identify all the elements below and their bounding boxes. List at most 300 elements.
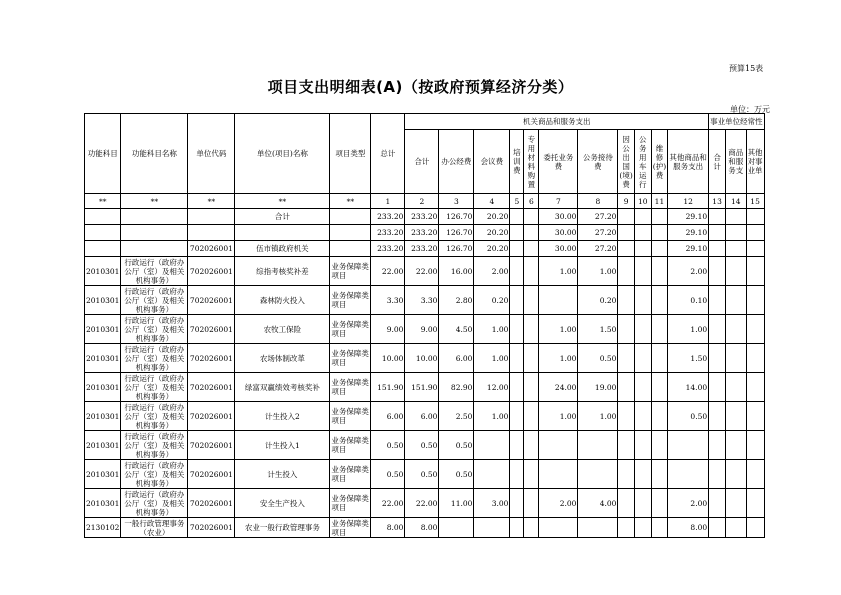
abroad-cell — [618, 286, 634, 315]
abroad-cell — [618, 315, 634, 344]
reception-cell — [578, 518, 618, 538]
unit-project-name-cell: 伍市镇政府机关 — [235, 241, 330, 257]
unit-project-name-cell: 计生投入2 — [235, 402, 330, 431]
index-cell: 7 — [539, 194, 578, 209]
biz-goods-cell — [726, 286, 747, 315]
reception-cell — [578, 431, 618, 460]
subtotal-cell: 22.00 — [405, 489, 439, 518]
index-cell: 5 — [510, 194, 524, 209]
index-cell: 2 — [405, 194, 439, 209]
meeting-cell — [474, 518, 510, 538]
office-cell: 126.70 — [439, 241, 474, 257]
entrusted-cell: 30.00 — [539, 241, 578, 257]
special-material-cell — [524, 431, 539, 460]
maintenance-cell — [651, 431, 667, 460]
other-goods-cell: 8.00 — [668, 518, 709, 538]
vehicle-cell — [634, 402, 651, 431]
table-row — [85, 286, 765, 315]
unit-code-cell: 702026001 — [188, 315, 235, 344]
vehicle-cell — [634, 209, 651, 225]
biz-subtotal-cell — [709, 344, 726, 373]
vehicle-cell — [634, 257, 651, 286]
maintenance-cell — [651, 225, 667, 241]
maintenance-cell — [651, 344, 667, 373]
entrusted-cell: 1.00 — [539, 344, 578, 373]
func-code-cell: 2010301 — [85, 431, 121, 460]
total-cell: 233.20 — [371, 209, 405, 225]
vehicle-cell — [634, 518, 651, 538]
subtotal-cell: 151.90 — [405, 373, 439, 402]
project-type-cell — [330, 225, 371, 241]
meeting-cell: 3.00 — [474, 489, 510, 518]
func-code-cell: 2010301 — [85, 460, 121, 489]
vehicle-cell — [634, 489, 651, 518]
vehicle-cell — [634, 344, 651, 373]
total-cell: 22.00 — [371, 257, 405, 286]
biz-other-cell — [746, 241, 764, 257]
total-cell: 3.30 — [371, 286, 405, 315]
biz-subtotal-cell — [709, 225, 726, 241]
abroad-cell — [618, 489, 634, 518]
subtotal-cell: 3.30 — [405, 286, 439, 315]
office-cell — [439, 518, 474, 538]
special-material-cell — [524, 460, 539, 489]
func-name-cell: 一般行政管理事务（农业） — [121, 518, 188, 538]
header-unit-project-name: 单位(项目)名称 — [235, 114, 330, 194]
total-cell: 10.00 — [371, 344, 405, 373]
index-cell: ** — [330, 194, 371, 209]
index-cell: 4 — [474, 194, 510, 209]
office-cell: 0.50 — [439, 460, 474, 489]
total-cell: 6.00 — [371, 402, 405, 431]
header-unit-code: 单位代码 — [188, 114, 235, 194]
func-name-cell: 行政运行（政府办公厅（室）及相关机构事务） — [121, 344, 188, 373]
vehicle-cell — [634, 286, 651, 315]
project-expenditure-table — [84, 113, 765, 538]
reception-cell: 1.00 — [578, 402, 618, 431]
reception-cell: 4.00 — [578, 489, 618, 518]
biz-goods-cell — [726, 225, 747, 241]
biz-subtotal-cell — [709, 518, 726, 538]
project-type-cell: 业务保障类项目 — [330, 257, 371, 286]
other-goods-cell: 29.10 — [668, 225, 709, 241]
biz-other-cell — [746, 315, 764, 344]
biz-other-cell — [746, 344, 764, 373]
header-training: 培训费 — [510, 130, 524, 194]
reception-cell — [578, 460, 618, 489]
project-type-cell: 业务保障类项目 — [330, 431, 371, 460]
index-cell: 8 — [578, 194, 618, 209]
unit-project-name-cell: 森林防火投入 — [235, 286, 330, 315]
table-row — [85, 241, 765, 257]
special-material-cell — [524, 518, 539, 538]
training-cell — [510, 402, 524, 431]
other-goods-cell: 29.10 — [668, 209, 709, 225]
project-type-cell: 业务保障类项目 — [330, 344, 371, 373]
unit-project-name-cell: 农场体制改革 — [235, 344, 330, 373]
index-row — [85, 194, 765, 209]
header-business-group: 事业单位经常性 — [709, 114, 765, 130]
meeting-cell: 20.20 — [474, 209, 510, 225]
entrusted-cell — [539, 518, 578, 538]
special-material-cell — [524, 402, 539, 431]
subtotal-cell: 0.50 — [405, 460, 439, 489]
biz-subtotal-cell — [709, 460, 726, 489]
maintenance-cell — [651, 241, 667, 257]
func-name-cell: 行政运行（政府办公厅（室）及相关机构事务） — [121, 257, 188, 286]
biz-subtotal-cell — [709, 257, 726, 286]
unit-code-cell: 702026001 — [188, 344, 235, 373]
entrusted-cell: 1.00 — [539, 402, 578, 431]
biz-other-cell — [746, 257, 764, 286]
table-row — [85, 460, 765, 489]
biz-goods-cell — [726, 373, 747, 402]
office-cell: 126.70 — [439, 209, 474, 225]
office-cell: 11.00 — [439, 489, 474, 518]
biz-other-cell — [746, 373, 764, 402]
table-row — [85, 373, 765, 402]
func-name-cell: 行政运行（政府办公厅（室）及相关机构事务） — [121, 489, 188, 518]
table-row — [85, 402, 765, 431]
training-cell — [510, 489, 524, 518]
index-cell: 14 — [726, 194, 747, 209]
unit-code-cell: 702026001 — [188, 286, 235, 315]
meeting-cell: 0.20 — [474, 286, 510, 315]
maintenance-cell — [651, 402, 667, 431]
index-cell: 3 — [439, 194, 474, 209]
subtotal-cell: 22.00 — [405, 257, 439, 286]
index-cell: ** — [235, 194, 330, 209]
other-goods-cell: 2.00 — [668, 257, 709, 286]
unit-code-cell: 702026001 — [188, 402, 235, 431]
table-body — [85, 209, 765, 538]
unit-code-cell: 702026001 — [188, 518, 235, 538]
special-material-cell — [524, 315, 539, 344]
biz-other-cell — [746, 489, 764, 518]
project-type-cell: 业务保障类项目 — [330, 315, 371, 344]
project-type-cell — [330, 209, 371, 225]
maintenance-cell — [651, 315, 667, 344]
func-code-cell: 2130102 — [85, 518, 121, 538]
unit-code-cell: 702026001 — [188, 431, 235, 460]
func-code-cell: 2010301 — [85, 402, 121, 431]
entrusted-cell — [539, 431, 578, 460]
subtotal-cell: 9.00 — [405, 315, 439, 344]
office-cell: 6.00 — [439, 344, 474, 373]
func-name-cell: 行政运行（政府办公厅（室）及相关机构事务） — [121, 431, 188, 460]
biz-goods-cell — [726, 315, 747, 344]
entrusted-cell: 24.00 — [539, 373, 578, 402]
vehicle-cell — [634, 241, 651, 257]
biz-subtotal-cell — [709, 209, 726, 225]
training-cell — [510, 209, 524, 225]
abroad-cell — [618, 225, 634, 241]
index-cell: ** — [85, 194, 121, 209]
total-cell: 151.90 — [371, 373, 405, 402]
project-type-cell: 业务保障类项目 — [330, 489, 371, 518]
vehicle-cell — [634, 431, 651, 460]
subtotal-cell: 0.50 — [405, 431, 439, 460]
office-cell: 0.50 — [439, 431, 474, 460]
header-entrusted: 委托业务费 — [539, 130, 578, 194]
biz-subtotal-cell — [709, 286, 726, 315]
table-row — [85, 315, 765, 344]
other-goods-cell: 29.10 — [668, 241, 709, 257]
abroad-cell — [618, 257, 634, 286]
maintenance-cell — [651, 489, 667, 518]
reception-cell: 0.50 — [578, 344, 618, 373]
other-goods-cell — [668, 431, 709, 460]
total-cell: 233.20 — [371, 225, 405, 241]
office-cell: 2.50 — [439, 402, 474, 431]
table-row — [85, 225, 765, 241]
unit-code-cell: 702026001 — [188, 257, 235, 286]
biz-goods-cell — [726, 209, 747, 225]
meeting-cell — [474, 431, 510, 460]
abroad-cell — [618, 241, 634, 257]
office-cell: 82.90 — [439, 373, 474, 402]
header-maintenance: 维修(护)费 — [651, 130, 667, 194]
subtotal-cell: 10.00 — [405, 344, 439, 373]
maintenance-cell — [651, 209, 667, 225]
maintenance-cell — [651, 286, 667, 315]
special-material-cell — [524, 373, 539, 402]
meeting-cell: 20.20 — [474, 241, 510, 257]
entrusted-cell: 30.00 — [539, 209, 578, 225]
header-abroad: 因公出国(境)费 — [618, 130, 634, 194]
index-cell: 10 — [634, 194, 651, 209]
vehicle-cell — [634, 225, 651, 241]
office-cell: 4.50 — [439, 315, 474, 344]
func-name-cell — [121, 241, 188, 257]
index-cell: 12 — [668, 194, 709, 209]
abroad-cell — [618, 518, 634, 538]
header-office: 办公经费 — [439, 130, 474, 194]
biz-subtotal-cell — [709, 241, 726, 257]
table-row — [85, 489, 765, 518]
office-cell: 126.70 — [439, 225, 474, 241]
entrusted-cell — [539, 286, 578, 315]
total-cell: 233.20 — [371, 241, 405, 257]
unit-code-cell: 702026001 — [188, 373, 235, 402]
training-cell — [510, 286, 524, 315]
vehicle-cell — [634, 460, 651, 489]
table-row — [85, 209, 765, 225]
meeting-cell: 1.00 — [474, 315, 510, 344]
func-code-cell: 2010301 — [85, 315, 121, 344]
func-name-cell: 行政运行（政府办公厅（室）及相关机构事务） — [121, 402, 188, 431]
unit-project-name-cell: 安全生产投入 — [235, 489, 330, 518]
project-type-cell: 业务保障类项目 — [330, 402, 371, 431]
header-total: 总计 — [371, 114, 405, 194]
reception-cell: 1.00 — [578, 257, 618, 286]
table-number-label: 预算15表 — [729, 64, 764, 73]
entrusted-cell: 1.00 — [539, 257, 578, 286]
biz-subtotal-cell — [709, 315, 726, 344]
other-goods-cell: 1.00 — [668, 315, 709, 344]
special-material-cell — [524, 209, 539, 225]
biz-goods-cell — [726, 257, 747, 286]
index-cell: 11 — [651, 194, 667, 209]
office-cell: 2.80 — [439, 286, 474, 315]
total-cell: 9.00 — [371, 315, 405, 344]
header-biz-other: 其他对事业单 — [746, 130, 764, 194]
table-row — [85, 518, 765, 538]
project-type-cell: 业务保障类项目 — [330, 373, 371, 402]
abroad-cell — [618, 344, 634, 373]
page-title: 项目支出明细表(A)（按政府预算经济分类） — [267, 78, 574, 96]
header-special-material: 专用材料购置 — [524, 130, 539, 194]
entrusted-cell: 2.00 — [539, 489, 578, 518]
subtotal-cell: 6.00 — [405, 402, 439, 431]
reception-cell: 27.20 — [578, 225, 618, 241]
biz-goods-cell — [726, 518, 747, 538]
biz-other-cell — [746, 518, 764, 538]
other-goods-cell — [668, 460, 709, 489]
unit-code-cell — [188, 209, 235, 225]
func-code-cell — [85, 225, 121, 241]
func-name-cell: 行政运行（政府办公厅（室）及相关机构事务） — [121, 286, 188, 315]
reception-cell: 0.20 — [578, 286, 618, 315]
special-material-cell — [524, 225, 539, 241]
unit-project-name-cell: 合计 — [235, 209, 330, 225]
entrusted-cell — [539, 460, 578, 489]
training-cell — [510, 518, 524, 538]
biz-subtotal-cell — [709, 489, 726, 518]
table-row — [85, 431, 765, 460]
unit-project-name-cell: 计生投入 — [235, 460, 330, 489]
biz-other-cell — [746, 286, 764, 315]
header-biz-goods: 商品和服务支 — [726, 130, 747, 194]
func-name-cell — [121, 209, 188, 225]
func-code-cell: 2010301 — [85, 373, 121, 402]
special-material-cell — [524, 257, 539, 286]
biz-subtotal-cell — [709, 431, 726, 460]
subtotal-cell: 8.00 — [405, 518, 439, 538]
total-cell: 22.00 — [371, 489, 405, 518]
index-cell: 1 — [371, 194, 405, 209]
reception-cell: 27.20 — [578, 209, 618, 225]
abroad-cell — [618, 373, 634, 402]
biz-goods-cell — [726, 489, 747, 518]
reception-cell: 19.00 — [578, 373, 618, 402]
biz-goods-cell — [726, 344, 747, 373]
project-type-cell — [330, 241, 371, 257]
header-func-name: 功能科目名称 — [121, 114, 188, 194]
biz-other-cell — [746, 431, 764, 460]
training-cell — [510, 241, 524, 257]
entrusted-cell: 1.00 — [539, 315, 578, 344]
subtotal-cell: 233.20 — [405, 209, 439, 225]
reception-cell: 27.20 — [578, 241, 618, 257]
func-name-cell: 行政运行（政府办公厅（室）及相关机构事务） — [121, 373, 188, 402]
training-cell — [510, 344, 524, 373]
func-name-cell — [121, 225, 188, 241]
training-cell — [510, 460, 524, 489]
func-code-cell: 2010301 — [85, 489, 121, 518]
meeting-cell: 20.20 — [474, 225, 510, 241]
unit-code-cell: 702026001 — [188, 489, 235, 518]
other-goods-cell: 1.50 — [668, 344, 709, 373]
index-cell: ** — [121, 194, 188, 209]
biz-subtotal-cell — [709, 373, 726, 402]
other-goods-cell: 14.00 — [668, 373, 709, 402]
total-cell: 0.50 — [371, 431, 405, 460]
table-row — [85, 344, 765, 373]
header-meeting: 会议费 — [474, 130, 510, 194]
project-type-cell: 业务保障类项目 — [330, 286, 371, 315]
subtotal-cell: 233.20 — [405, 241, 439, 257]
maintenance-cell — [651, 373, 667, 402]
special-material-cell — [524, 489, 539, 518]
biz-other-cell — [746, 402, 764, 431]
header-goods-services-group: 机关商品和服务支出 — [405, 114, 709, 130]
meeting-cell: 2.00 — [474, 257, 510, 286]
abroad-cell — [618, 209, 634, 225]
func-code-cell — [85, 209, 121, 225]
reception-cell: 1.50 — [578, 315, 618, 344]
entrusted-cell: 30.00 — [539, 225, 578, 241]
biz-goods-cell — [726, 460, 747, 489]
func-code-cell: 2010301 — [85, 286, 121, 315]
other-goods-cell: 0.50 — [668, 402, 709, 431]
project-type-cell: 业务保障类项目 — [330, 460, 371, 489]
biz-other-cell — [746, 209, 764, 225]
maintenance-cell — [651, 460, 667, 489]
subtotal-cell: 233.20 — [405, 225, 439, 241]
vehicle-cell — [634, 373, 651, 402]
index-cell: ** — [188, 194, 235, 209]
unit-code-cell — [188, 225, 235, 241]
meeting-cell: 1.00 — [474, 402, 510, 431]
total-cell: 0.50 — [371, 460, 405, 489]
abroad-cell — [618, 460, 634, 489]
index-cell: 6 — [524, 194, 539, 209]
training-cell — [510, 257, 524, 286]
unit-project-name-cell: 农业一般行政管理事务 — [235, 518, 330, 538]
meeting-cell — [474, 460, 510, 489]
index-cell: 13 — [709, 194, 726, 209]
func-name-cell: 行政运行（政府办公厅（室）及相关机构事务） — [121, 315, 188, 344]
index-cell: 15 — [746, 194, 764, 209]
training-cell — [510, 431, 524, 460]
header-vehicle: 公务用车运行 — [634, 130, 651, 194]
header-biz-subtotal: 合计 — [709, 130, 726, 194]
unit-project-name-cell: 农牧工保险 — [235, 315, 330, 344]
biz-goods-cell — [726, 431, 747, 460]
special-material-cell — [524, 286, 539, 315]
total-cell: 8.00 — [371, 518, 405, 538]
maintenance-cell — [651, 518, 667, 538]
unit-project-name-cell: 绿富双赢绩效考核奖补 — [235, 373, 330, 402]
maintenance-cell — [651, 257, 667, 286]
abroad-cell — [618, 402, 634, 431]
unit-project-name-cell: 计生投入1 — [235, 431, 330, 460]
training-cell — [510, 373, 524, 402]
header-project-type: 项目类型 — [330, 114, 371, 194]
biz-other-cell — [746, 460, 764, 489]
unit-code-cell: 702026001 — [188, 241, 235, 257]
training-cell — [510, 315, 524, 344]
project-type-cell: 业务保障类项目 — [331, 518, 369, 537]
biz-other-cell — [746, 225, 764, 241]
vehicle-cell — [634, 315, 651, 344]
meeting-cell: 1.00 — [474, 344, 510, 373]
biz-goods-cell — [726, 402, 747, 431]
unit-project-name-cell — [235, 225, 330, 241]
unit-project-name-cell: 综指考核奖补差 — [235, 257, 330, 286]
biz-goods-cell — [726, 241, 747, 257]
